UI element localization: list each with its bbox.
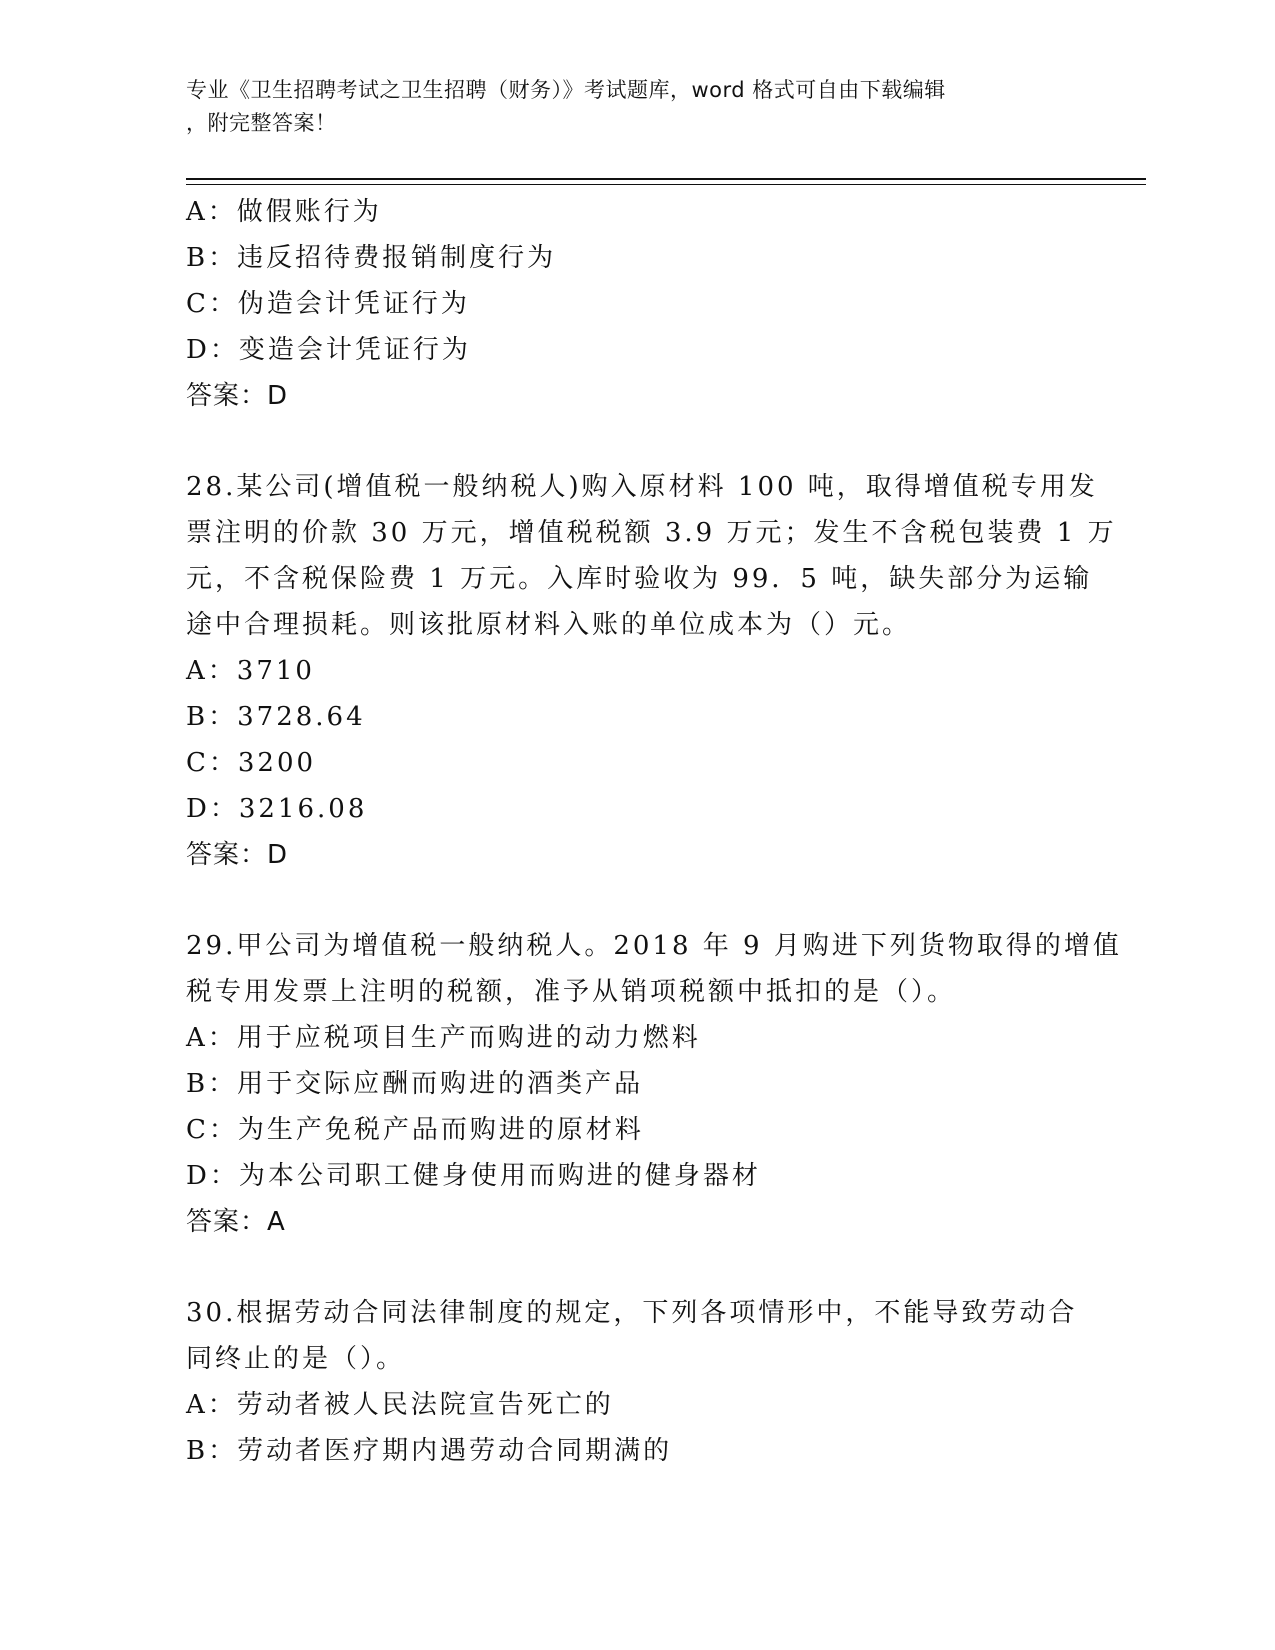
question-28-stem [186,464,1117,648]
stem-line: 30.根据劳动合同法律制度的规定，下列各项情形中，不能导致劳动合 [186,1298,1078,1328]
document-header [186,74,1066,140]
stem-line: 元，不含税保险费 1 万元。入库时验收为 99．5 吨，缺失部分为运输 [186,564,1093,594]
stem-line: 票注明的价款 30 万元，增值税税额 3.9 万元；发生不含税包装费 1 万 [186,518,1117,548]
answer-27: 答案：D [186,381,289,411]
question-content [186,189,1122,1474]
option-c: C：3200 [186,748,317,778]
header-line-1: 专业《卫生招聘考试之卫生招聘（财务）》考试题库，word 格式可自由下载编辑 [186,78,946,102]
answer-28: 答案：D [186,840,289,870]
question-29-options [186,1015,1086,1199]
question-30-stem [186,1290,1086,1382]
option-a: A：做假账行为 [186,197,382,227]
option-a: A：3710 [186,656,315,686]
stem-line: 29.甲公司为增值税一般纳税人。2018 年 9 月购进下列货物取得的增值 [186,931,1122,961]
option-c: C：伪造会计凭证行为 [186,289,470,319]
option-d: D：为本公司职工健身使用而购进的健身器材 [186,1161,761,1191]
option-b: B：3728.64 [186,702,366,732]
stem-line: 28.某公司(增值税一般纳税人)购入原材料 100 吨，取得增值税专用发 [186,472,1098,502]
option-d: D：3216.08 [186,794,368,824]
answer-29: 答案：A [186,1207,286,1237]
option-b: B：违反招待费报销制度行为 [186,243,557,273]
header-rule-thin [186,184,1146,185]
question-28-options [186,648,1086,832]
option-b: B：劳动者医疗期内遇劳动合同期满的 [186,1436,673,1466]
question-30-options [186,1382,1086,1474]
option-a: A：劳动者被人民法院宣告死亡的 [186,1390,614,1420]
option-c: C：为生产免税产品而购进的原材料 [186,1115,644,1145]
question-27-options [186,189,1086,373]
question-29-stem [186,923,1122,1015]
stem-line: 途中合理损耗。则该批原材料入账的单位成本为（）元。 [186,610,912,640]
header-line-2: ，附完整答案！ [186,111,337,135]
option-b: B：用于交际应酬而购进的酒类产品 [186,1069,644,1099]
stem-line: 同终止的是（）。 [186,1344,406,1374]
option-a: A：用于应税项目生产而购进的动力燃料 [186,1023,701,1053]
stem-line: 税专用发票上注明的税额，准予从销项税额中抵扣的是（）。 [186,977,957,1007]
option-d: D：变造会计凭证行为 [186,335,471,365]
header-rule-thick [186,178,1146,180]
